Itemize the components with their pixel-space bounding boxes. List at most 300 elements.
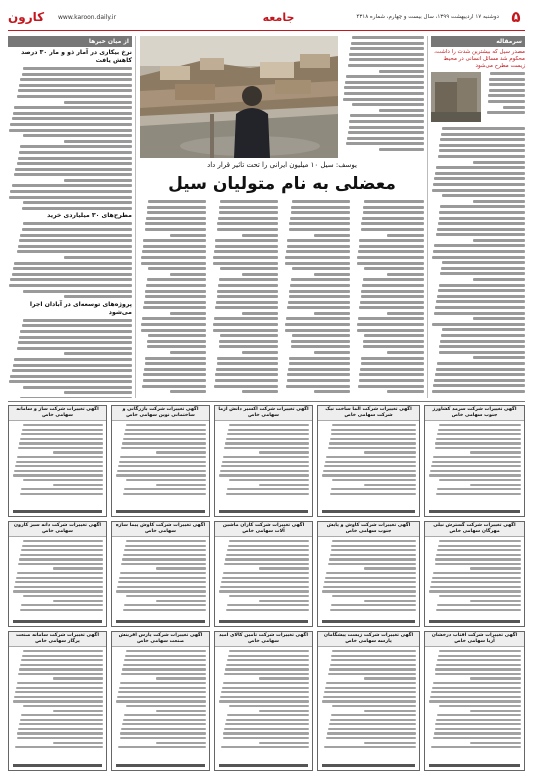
text-line: [330, 719, 416, 721]
text-line: [142, 250, 206, 253]
text-line: [225, 442, 309, 444]
text-line: [117, 696, 206, 698]
text-line: [143, 239, 206, 242]
header-rule: [8, 30, 525, 31]
story-column-1: [140, 200, 206, 398]
text-line: [358, 250, 424, 253]
text-line: [16, 461, 103, 463]
text-line: [117, 586, 206, 588]
text-line: [324, 691, 416, 693]
text-line: [148, 267, 206, 270]
text-line: [326, 682, 416, 684]
text-line: [147, 211, 206, 214]
text-line: [349, 126, 424, 129]
text-line: [213, 329, 278, 332]
text-line: [322, 474, 416, 476]
text-line: [224, 447, 309, 449]
section-title: جامعه: [262, 10, 295, 24]
text-line: [141, 329, 206, 332]
text-line: [17, 737, 103, 739]
text-line: [433, 384, 525, 387]
text-line: [291, 340, 350, 343]
text-line: [23, 479, 103, 481]
text-line: [19, 668, 103, 670]
text-line: [227, 433, 309, 435]
text-line: [124, 433, 206, 435]
text-line: [215, 373, 278, 376]
text-line: [23, 650, 103, 652]
text-line: [437, 714, 521, 716]
text-line: [439, 144, 525, 147]
text-line: [220, 696, 309, 698]
text-line: [143, 245, 206, 248]
text-line: [22, 429, 103, 431]
text-line: [147, 340, 206, 343]
ad-box: آگهی تغییرات شرکت زیست پیشگامان پارسه سهامی خاص: [317, 631, 420, 771]
ad-box: آگهی تغییرات شرکت گسترش نیلی مهرگان سهامی خاص: [424, 521, 525, 627]
text-line: [17, 456, 103, 458]
text-line: [364, 451, 416, 453]
text-line: [432, 687, 521, 689]
text-line: [327, 732, 416, 734]
text-line: [18, 89, 132, 92]
text-line: [142, 385, 206, 388]
text-line: [314, 312, 350, 315]
text-line: [441, 133, 525, 136]
text-line: [170, 390, 206, 393]
text-line: [358, 317, 424, 320]
text-line: [470, 677, 521, 679]
text-line: [145, 295, 206, 298]
text-line: [364, 600, 416, 602]
text-line: [332, 705, 416, 707]
text-line: [434, 244, 525, 247]
text-line: [144, 301, 206, 304]
column-divider: [427, 36, 428, 398]
date-line: دوشنبه ۱۷ اردیبهشت ۱۳۹۹، سال بیست و چهارم، شماره ۴۳۱۸: [356, 14, 499, 20]
column-divider: [135, 36, 136, 398]
text-line: [433, 737, 521, 739]
text-line: [330, 609, 416, 611]
text-line: [439, 345, 525, 348]
text-line: [22, 73, 132, 76]
text-line: [125, 655, 206, 657]
text-line: [219, 590, 309, 592]
text-line: [156, 567, 206, 569]
text-line: [431, 746, 521, 748]
text-line: [440, 205, 525, 208]
text-line: [215, 379, 278, 382]
text-line: [12, 184, 132, 187]
ad-box: آگهی تغییرات شرکت آفتاب درخشان آریا سهامی خاص: [424, 631, 525, 771]
text-line: [215, 306, 278, 309]
text-line: [214, 250, 278, 253]
text-line: [229, 595, 309, 597]
text-line: [14, 173, 132, 176]
text-line: [442, 261, 525, 264]
text-line: [359, 239, 424, 242]
text-line: [439, 149, 525, 152]
left-sidebar-title: از میان خبرها: [8, 36, 132, 47]
text-line: [120, 456, 206, 458]
text-line: [148, 200, 206, 203]
text-line: [332, 540, 416, 542]
text-line: [438, 545, 521, 547]
text-line: [437, 295, 525, 298]
text-line: [291, 278, 350, 281]
text-line: [20, 609, 103, 611]
text-line: [436, 166, 525, 169]
ad-box: آگهی تغییرات شرکت کارآن ماشین آلات سهامی خاص: [214, 521, 313, 627]
text-line: [156, 600, 206, 602]
text-line: [125, 545, 206, 547]
text-line: [124, 488, 206, 490]
text-line: [331, 604, 417, 606]
text-line: [21, 488, 103, 490]
text-line: [15, 168, 132, 171]
text-line: [489, 83, 525, 86]
text-line: [126, 705, 206, 707]
text-line: [379, 109, 424, 112]
text-line: [473, 239, 525, 242]
newspaper-logo: کارون: [8, 10, 45, 24]
text-line: [126, 479, 206, 481]
text-line: [349, 120, 424, 123]
text-line: [325, 687, 416, 689]
text-line: [359, 245, 424, 248]
text-line: [430, 696, 521, 698]
text-line: [289, 362, 350, 365]
text-line: [387, 273, 424, 276]
text-line: [285, 329, 350, 332]
text-line: [289, 295, 350, 298]
text-line: [438, 289, 525, 292]
text-line: [20, 78, 132, 81]
text-line: [23, 222, 132, 225]
text-line: [429, 474, 521, 476]
left-body-1: [8, 67, 132, 210]
text-line: [344, 92, 424, 95]
text-line: [432, 390, 525, 393]
text-line: [17, 572, 103, 574]
text-line: [436, 609, 521, 611]
text-line: [442, 194, 525, 197]
text-line: [10, 190, 132, 193]
text-line: [227, 604, 309, 606]
text-line: [387, 312, 424, 315]
text-line: [19, 151, 132, 154]
text-line: [14, 696, 103, 698]
text-line: [363, 211, 424, 214]
text-line: [473, 278, 525, 281]
text-line: [432, 189, 525, 192]
text-line: [438, 429, 521, 431]
text-line: [147, 345, 206, 348]
text-line: [442, 328, 525, 331]
text-line: [217, 222, 278, 225]
text-line: [23, 424, 103, 426]
text-line: [17, 162, 132, 165]
text-line: [360, 301, 424, 304]
text-line: [314, 234, 350, 237]
text-line: [221, 581, 309, 583]
text-line: [229, 479, 309, 481]
text-line: [223, 456, 309, 458]
text-line: [387, 351, 424, 354]
text-line: [364, 677, 416, 679]
text-line: [218, 217, 278, 220]
text-line: [288, 301, 350, 304]
text-line: [19, 723, 103, 725]
text-line: [53, 567, 103, 569]
text-line: [442, 127, 525, 130]
text-line: [19, 84, 132, 87]
text-line: [439, 705, 521, 707]
text-line: [387, 234, 424, 237]
text-line: [23, 319, 132, 322]
right-headline: مصدر سیل که بیشترین شدت را داشت، محکوم شد مسائل انسانی در محیط زیست مطرح می‌شود: [434, 49, 525, 69]
ad-box: آگهی تغییرات شرکت پارس آفرینش صنعت سهامی خاص: [111, 631, 210, 771]
photo-side-column: [342, 36, 424, 158]
text-line: [436, 368, 525, 371]
text-line: [332, 595, 416, 597]
text-line: [12, 369, 132, 372]
ad-box: آگهی تغییرات شرکت دانه سبز کارون سهامی خاص: [8, 521, 107, 627]
text-line: [220, 586, 309, 588]
text-line: [349, 53, 424, 56]
text-line: [488, 94, 525, 97]
text-line: [328, 728, 416, 730]
text-line: [125, 429, 206, 431]
text-line: [437, 549, 521, 551]
text-line: [435, 447, 521, 449]
text-line: [15, 691, 103, 693]
text-line: [213, 323, 278, 326]
text-line: [350, 114, 424, 117]
flood-photo: [140, 36, 338, 158]
text-line: [122, 442, 206, 444]
ad-box: آگهی تغییرات شرکت اکسیر دانش آزما سهامی خاص: [214, 405, 313, 517]
text-line: [120, 732, 206, 734]
text-line: [344, 86, 424, 89]
text-line: [379, 148, 424, 151]
text-line: [348, 131, 424, 134]
ad-box: آگهی تغییرات شرکت آلما ساخت نیک شرکت سهامی خاص: [317, 405, 420, 517]
text-line: [430, 586, 521, 588]
text-line: [361, 357, 424, 360]
text-line: [359, 373, 424, 376]
text-line: [292, 200, 350, 203]
text-line: [218, 284, 278, 287]
text-line: [17, 347, 132, 350]
text-line: [18, 673, 103, 675]
text-line: [291, 211, 350, 214]
text-line: [324, 746, 416, 748]
text-line: [144, 368, 206, 371]
text-line: [18, 728, 103, 730]
text-line: [17, 250, 132, 253]
text-line: [170, 351, 206, 354]
text-line: [432, 323, 525, 326]
text-line: [120, 682, 206, 684]
text-line: [156, 451, 206, 453]
text-line: [438, 222, 525, 225]
text-line: [156, 484, 206, 486]
left-body-3: [8, 319, 132, 398]
text-line: [141, 262, 206, 265]
text-line: [10, 375, 132, 378]
text-line: [439, 424, 521, 426]
text-line: [473, 161, 525, 164]
text-line: [325, 577, 416, 579]
text-line: [364, 567, 416, 569]
text-line: [326, 737, 416, 739]
text-line: [433, 456, 521, 458]
text-line: [64, 140, 132, 143]
left-headline-1: نرخ بیکاری در آمار ذو و مار ۳۰ درصد کاهش یافت: [21, 49, 132, 64]
text-line: [119, 687, 206, 689]
text-line: [121, 728, 206, 730]
text-line: [364, 742, 416, 744]
text-line: [23, 201, 132, 204]
small-photo: [431, 72, 525, 124]
text-line: [229, 650, 309, 652]
text-line: [217, 295, 278, 298]
text-line: [13, 590, 103, 592]
text-line: [435, 306, 525, 309]
text-line: [227, 549, 309, 551]
text-line: [222, 577, 309, 579]
text-line: [217, 228, 278, 231]
text-line: [285, 262, 350, 265]
text-line: [13, 267, 132, 270]
text-line: [119, 577, 206, 579]
text-line: [229, 705, 309, 707]
text-line: [289, 222, 350, 225]
text-line: [121, 447, 206, 449]
text-line: [432, 577, 521, 579]
text-line: [361, 222, 424, 225]
text-line: [487, 111, 525, 114]
text-line: [156, 677, 206, 679]
story-kicker: یوسف: سیل ۱۰ میلیون ایرانی را تحت تاثیر قرار داد: [207, 161, 357, 169]
text-line: [20, 234, 132, 237]
text-line: [145, 362, 206, 365]
text-line: [490, 72, 525, 75]
text-line: [438, 155, 525, 158]
text-line: [331, 655, 416, 657]
text-line: [363, 206, 424, 209]
text-line: [23, 134, 132, 137]
text-line: [21, 604, 103, 606]
text-line: [15, 746, 103, 748]
text-line: [324, 465, 416, 467]
text-line: [314, 351, 350, 354]
text-line: [435, 172, 525, 175]
text-line: [13, 364, 132, 367]
text-line: [221, 691, 309, 693]
text-line: [364, 267, 424, 270]
text-line: [357, 256, 424, 259]
text-line: [361, 228, 424, 231]
text-line: [437, 659, 521, 661]
text-line: [351, 42, 424, 45]
text-line: [435, 668, 521, 670]
text-line: [439, 351, 525, 354]
text-line: [123, 438, 206, 440]
text-line: [441, 267, 525, 270]
text-line: [287, 373, 350, 376]
text-line: [20, 554, 103, 556]
text-line: [118, 465, 206, 467]
text-line: [287, 379, 350, 382]
text-line: [145, 357, 206, 360]
text-line: [328, 447, 416, 449]
text-line: [13, 112, 132, 115]
text-line: [361, 295, 424, 298]
text-line: [222, 687, 309, 689]
text-line: [225, 723, 309, 725]
text-line: [229, 424, 309, 426]
text-line: [215, 239, 278, 242]
text-line: [359, 306, 424, 309]
text-line: [9, 380, 132, 383]
text-line: [431, 581, 521, 583]
text-line: [12, 117, 132, 120]
text-line: [326, 456, 416, 458]
text-line: [19, 336, 132, 339]
ad-box: آگهی تغییرات شرکت کاوش پیما سازه سهامی خاص: [111, 521, 210, 627]
story-column-2: [212, 200, 278, 398]
text-line: [145, 222, 206, 225]
text-line: [470, 600, 521, 602]
text-line: [122, 668, 206, 670]
text-line: [489, 78, 525, 81]
text-line: [322, 700, 416, 702]
text-line: [434, 732, 521, 734]
text-line: [123, 554, 206, 556]
text-line: [328, 563, 416, 565]
text-line: [358, 385, 424, 388]
text-line: [118, 746, 206, 748]
text-line: [350, 47, 424, 50]
text-line: [116, 474, 206, 476]
text-line: [352, 36, 424, 39]
text-line: [285, 256, 350, 259]
text-line: [331, 549, 417, 551]
text-line: [436, 438, 521, 440]
text-line: [217, 357, 278, 360]
text-line: [214, 317, 278, 320]
text-line: [148, 334, 206, 337]
text-line: [170, 234, 206, 237]
text-line: [292, 334, 350, 337]
text-line: [290, 284, 350, 287]
text-line: [440, 340, 525, 343]
text-line: [330, 664, 416, 666]
text-line: [473, 200, 525, 203]
text-line: [9, 129, 132, 132]
text-line: [441, 334, 525, 337]
text-line: [259, 742, 309, 744]
text-line: [364, 484, 416, 486]
text-line: [439, 479, 521, 481]
text-line: [286, 317, 350, 320]
text-line: [435, 673, 521, 675]
text-line: [324, 581, 416, 583]
text-line: [436, 493, 521, 495]
text-line: [18, 447, 103, 449]
